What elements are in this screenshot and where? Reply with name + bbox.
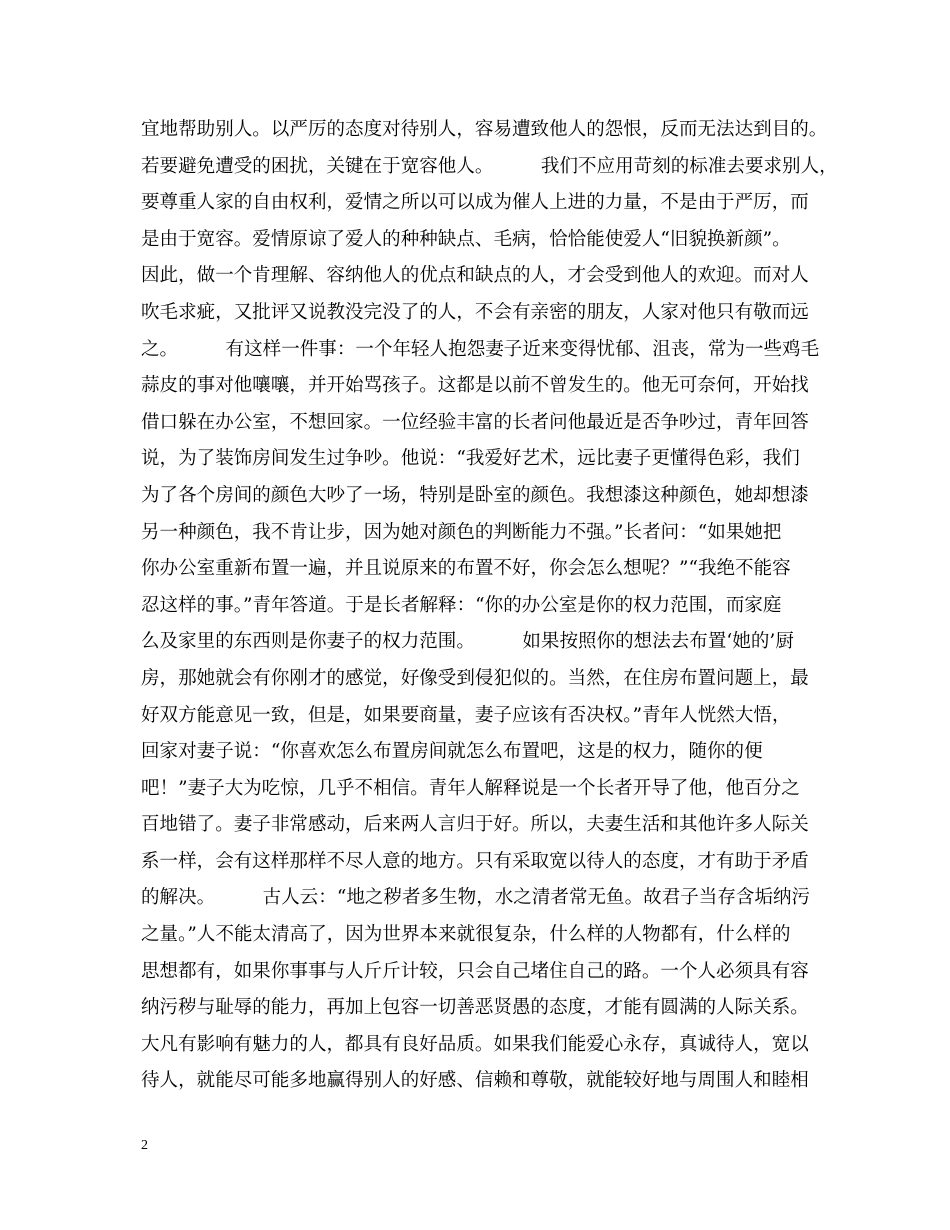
text-line: 借口躲在办公室，不想回家。一位经验丰富的长者问他最近是否争吵过，青年回答: [141, 411, 809, 433]
text-line: 好双方能意见一致，但是，如果要商量，妻子应该有否决权。”青年人恍然大悟，: [141, 704, 791, 726]
text-line: 纳污秽与耻辱的能力，再加上包容一切善恶贤愚的态度，才能有圆满的人际关系。: [141, 997, 809, 1019]
text-line: 之。 有这样一件事：一个年轻人抱怨妻子近来变得忧郁、沮丧，常为一些鸡毛: [141, 338, 820, 360]
text-line: 说，为了装饰房间发生过争吵。他说：“我爱好艺术，远比妻子更懂得色彩，我们: [141, 448, 800, 470]
text-line: 若要避免遭受的困扰，关键在于宽容他人。 我们不应用苛刻的标准去要求别人，: [141, 155, 838, 177]
text-line: 回家对妻子说：“你喜欢怎么布置房间就怎么布置吧，这是的权力，随你的便: [141, 741, 763, 763]
text-line: 百地错了。妻子非常感动，后来两人言归于好。所以，夫妻生活和其他许多人际关: [141, 814, 809, 836]
text-line: 你办公室重新布置一遍，并且说原来的布置不好，你会怎么想呢？”“我绝不能容: [141, 558, 791, 580]
text-line: 吧！”妻子大为吃惊，几乎不相信。青年人解释说是一个长者开导了他，他百分之: [141, 777, 800, 799]
text-line: 么及家里的东西则是你妻子的权力范围。 如果按照你的想法去布置‘她的’厨: [141, 631, 794, 653]
text-line: 待人，就能尽可能多地赢得别人的好感、信赖和尊敬，就能较好地与周围人和睦相: [141, 1070, 809, 1092]
text-line: 思想都有，如果你事事与人斤斤计较，只会自己堵住自己的路。一个人必须具有容: [141, 960, 809, 982]
text-line: 为了各个房间的颜色大吵了一场，特别是卧室的颜色。我想漆这种颜色，她却想漆: [141, 484, 809, 506]
text-line: 蒜皮的事对他嚷嚷，并开始骂孩子。这都是以前不曾发生的。他无可奈何，开始找: [141, 375, 809, 397]
text-line: 是由于宽容。爱情原谅了爱人的种种缺点、毛病，恰恰能使爱人“旧貌换新颜”。: [141, 228, 791, 250]
text-line: 之量。”人不能太清高了，因为世界本来就很复杂，什么样的人物都有，什么样的: [141, 924, 791, 946]
body-text: [141, 112, 838, 1100]
text-line: 的解决。 古人云：“地之秽者多生物，水之清者常无鱼。故君子当存含垢纳污: [141, 887, 811, 909]
page-number: 2: [141, 1138, 148, 1153]
text-line: 忍这样的事。”青年答道。于是长者解释：“你的办公室是你的权力范围，而家庭: [141, 594, 782, 616]
text-line: 另一种颜色，我不肯让步，因为她对颜色的判断能力不强。”长者问：“如果她把: [141, 521, 782, 543]
text-line: 吹毛求疵，又批评又说教没完没了的人，不会有亲密的朋友，人家对他只有敬而远: [141, 301, 809, 323]
text-line: 因此，做一个肯理解、容纳他人的优点和缺点的人，才会受到他人的欢迎。而对人: [141, 265, 809, 287]
text-line: 房，那她就会有你刚才的感觉，好像受到侵犯似的。当然，在住房布置问题上，最: [141, 667, 809, 689]
text-line: 宜地帮助别人。以严厉的态度对待别人，容易遭致他人的怨恨，反而无法达到目的。: [141, 119, 828, 140]
text-line: 要尊重人家的自由权利，爱情之所以可以成为催人上进的力量，不是由于严厉，而: [141, 192, 809, 214]
text-line: 系一样，会有这样那样不尽人意的地方。只有采取宽以待人的态度，才有助于矛盾: [141, 850, 809, 872]
text-line: 大凡有影响有魅力的人，都具有良好品质。如果我们能爱心永存，真诚待人，宽以: [141, 1033, 809, 1055]
